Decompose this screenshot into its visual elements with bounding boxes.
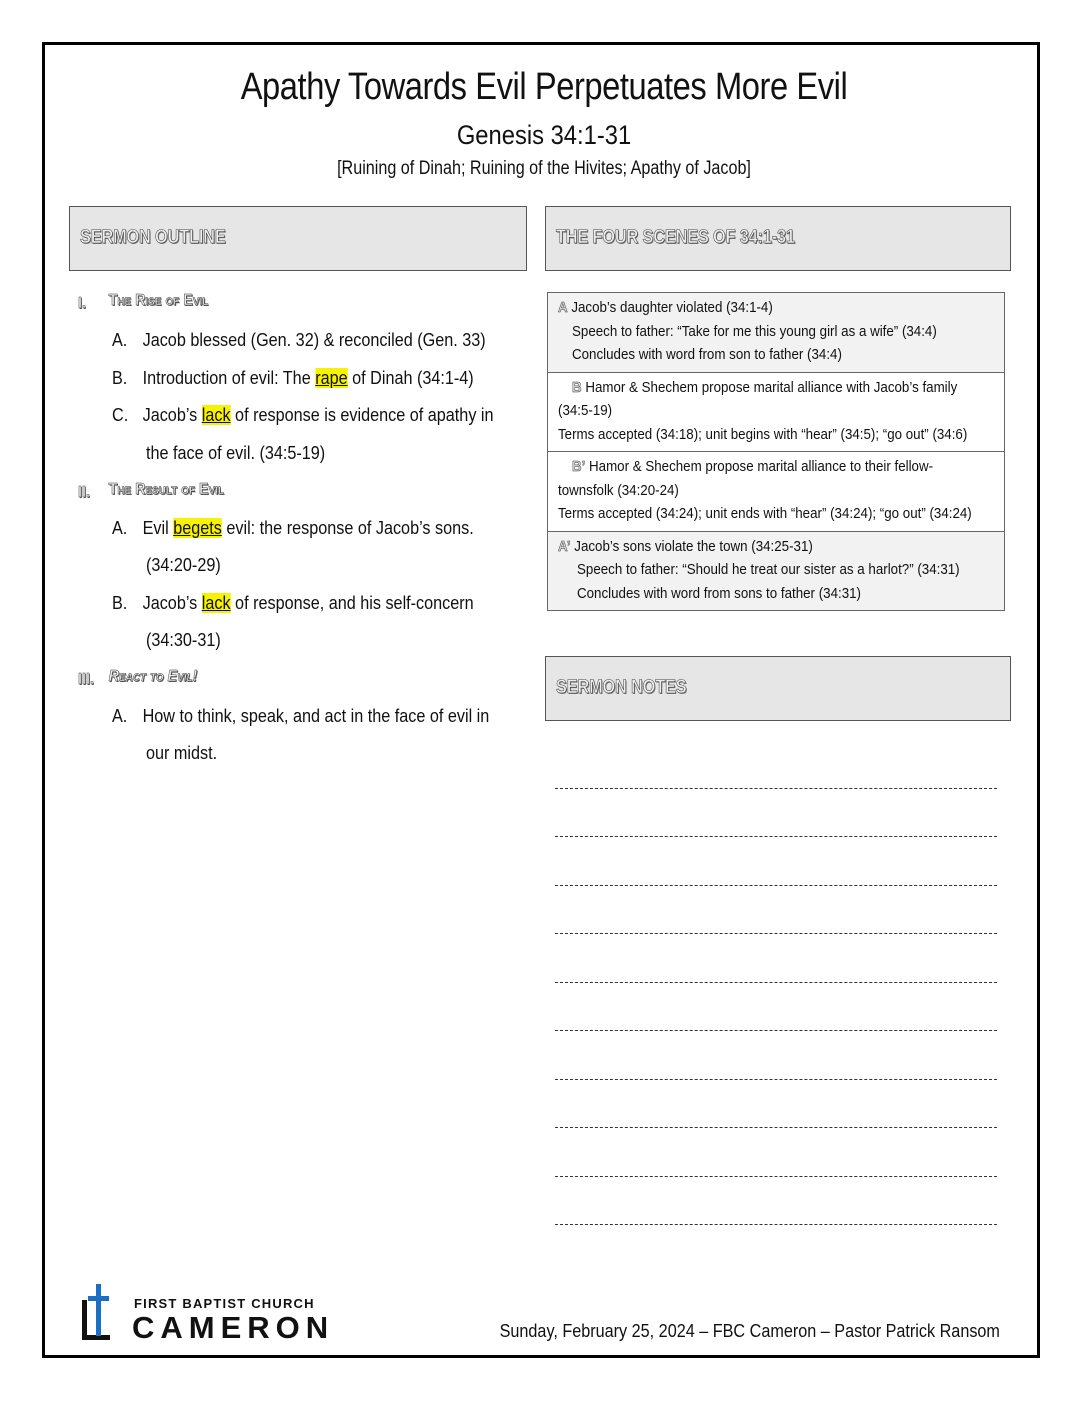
outline-item-1b: B. Introduction of evil: The rape of Dinah (34:1-4) (112, 368, 474, 388)
notes-header (545, 656, 1011, 721)
footer-text: Sunday, February 25, 2024 – FBC Cameron – Pastor Patrick Ransom (499, 1321, 1000, 1341)
note-line[interactable] (555, 1030, 997, 1031)
scene-a: A Jacob’s daughter violated (34:1-4) Speech to father: “Take for me this young girl as a wife” (34:4) Concludes with word from son to father (34:4) (548, 293, 1004, 373)
outline-item-2b-cont: (34:30-31) (146, 630, 221, 650)
section-title: React to Evil! (108, 668, 198, 685)
outline-item-2a-cont: (34:20-29) (146, 555, 221, 575)
scene-label: B (572, 379, 582, 396)
highlight-word: lack (201, 405, 231, 425)
outline-item-3a: A. How to think, speak, and act in the face of evil in (112, 706, 490, 726)
outline-item-1c: C. Jacob’s lack of response is evidence of apathy in (112, 405, 494, 425)
outline-heading: SERMON OUTLINE (80, 227, 226, 248)
highlight-word: lack (201, 593, 231, 613)
sermon-title: Apathy Towards Evil Perpetuates More Evil (240, 66, 848, 108)
section-number: II. (78, 484, 91, 501)
outline-section-2 (78, 481, 225, 502)
note-line[interactable] (555, 788, 997, 789)
scene-label: A (558, 300, 568, 316)
outline-item-1a: A. Jacob blessed (Gen. 32) & reconciled (Gen. 33) (112, 330, 486, 350)
four-scenes-table (547, 292, 1005, 611)
note-line[interactable] (555, 836, 997, 837)
sermon-subtitle: [Ruining of Dinah; Ruining of the Hivites; Apathy of Jacob] (337, 158, 751, 179)
notes-heading: SERMON NOTES (556, 677, 687, 698)
section-number: I. (78, 295, 87, 312)
outline-section-3 (78, 668, 198, 689)
note-line[interactable] (555, 982, 997, 983)
note-line[interactable] (555, 885, 997, 886)
outline-section-1 (78, 292, 209, 313)
outline-item-1c-cont: the face of evil. (34:5-19) (146, 443, 326, 463)
logo-line2: CAMERON (132, 1310, 335, 1345)
logo-line1: FIRST BAPTIST CHURCH (134, 1296, 315, 1311)
note-line[interactable] (555, 933, 997, 934)
highlight-word: rape (315, 368, 348, 388)
scene-label: B’ (572, 459, 586, 475)
note-line[interactable] (555, 1079, 997, 1080)
scene-label: A’ (558, 538, 571, 555)
note-line[interactable] (555, 1224, 997, 1225)
section-title: The Rise of Evil (108, 292, 209, 309)
scene-b: B Hamor & Shechem propose marital alliance with Jacob’s family (34:5-19) Terms accepted (34:18); unit begins with “hear” (34:5); “go out” (34:6) (548, 373, 1004, 453)
scenes-header (545, 206, 1011, 271)
note-line[interactable] (555, 1127, 997, 1128)
outline-item-2a: A. Evil begets evil: the response of Jacob’s sons. (112, 518, 474, 538)
note-line[interactable] (555, 1176, 997, 1177)
scenes-heading: THE FOUR SCENES OF 34:1-31 (556, 227, 795, 248)
outline-header (69, 206, 527, 271)
scene-b-prime: B’ Hamor & Shechem propose marital alliance to their fellow- townsfolk (34:20-24) Terms accepted (34:24); unit ends with “hear” (34:24); “go out” (34:24) (548, 452, 1004, 532)
section-number: III. (78, 671, 95, 688)
church-logo (82, 1284, 362, 1344)
highlight-word: begets (173, 518, 222, 538)
scripture-reference: Genesis 34:1-31 (456, 120, 632, 150)
scene-a-prime: A’ Jacob’s sons violate the town (34:25-31) Speech to father: “Should he treat our sister as a harlot?” (34:31) Concludes with word from sons to father (34:31) (558, 538, 960, 602)
section-title: The Result of Evil (108, 481, 225, 498)
outline-item-3a-cont: our midst. (146, 743, 218, 763)
outline-item-2b: B. Jacob’s lack of response, and his self-concern (112, 593, 474, 613)
